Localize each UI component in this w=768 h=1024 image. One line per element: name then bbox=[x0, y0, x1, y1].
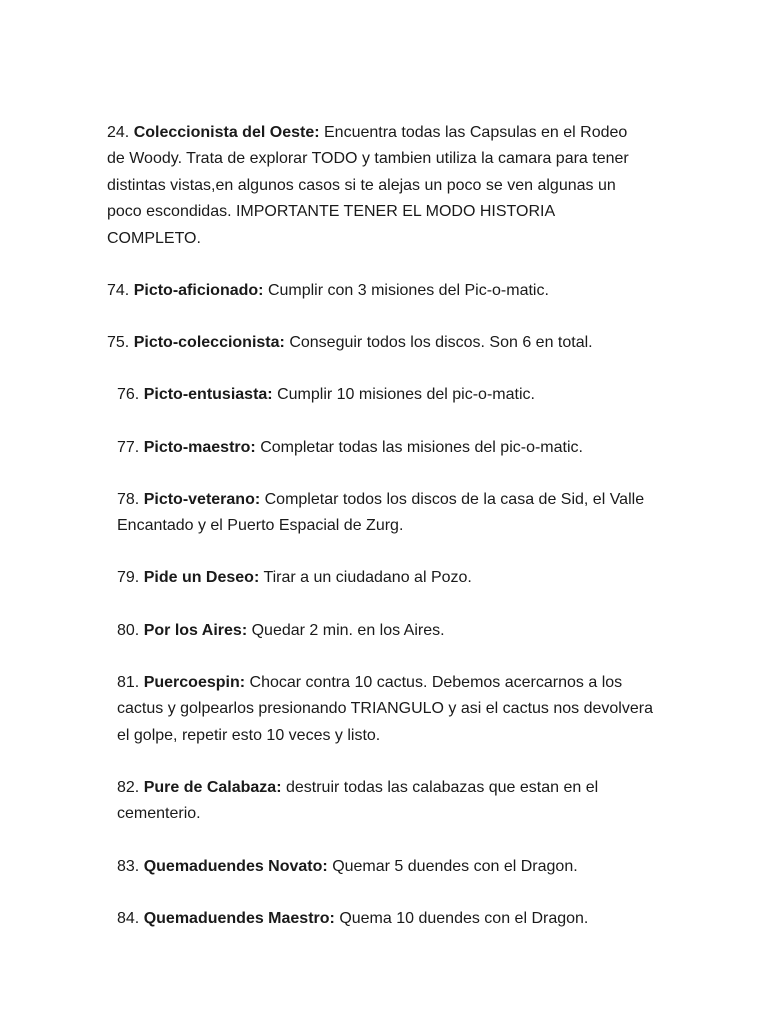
achievement-entry bbox=[107, 330, 667, 356]
entry-description: Quema 10 duendes con el Dragon. bbox=[339, 910, 589, 927]
entry-description: Quedar 2 min. en los Aires. bbox=[251, 622, 445, 639]
achievement-entry bbox=[117, 382, 677, 408]
entry-number: 80. bbox=[117, 622, 140, 639]
entry-number: 79. bbox=[117, 569, 140, 586]
achievement-entry bbox=[117, 487, 647, 540]
entry-title: Puercoespin: bbox=[143, 674, 246, 691]
entry-title: Picto-aficionado: bbox=[133, 282, 264, 299]
achievement-entry bbox=[117, 565, 677, 591]
entry-description: Cumplir con 3 misiones del Pic-o-matic. bbox=[267, 282, 549, 299]
entry-description: destruir todas las calabazas que estan en el cementerio. bbox=[117, 779, 599, 823]
entry-number: 83. bbox=[117, 858, 140, 875]
entry-description: Conseguir todos los discos. Son 6 en total. bbox=[289, 334, 593, 351]
achievement-entry bbox=[117, 618, 677, 644]
entry-description: Quemar 5 duendes con el Dragon. bbox=[332, 858, 578, 875]
entry-description: Encuentra todas las Capsulas en el Rodeo de Woody. Trata de explorar TODO y tambien utiliza la camara para tener distintas vistas,en algunos casos si te alejas un poco se ven algunas un poco escondidas. IMPORTANTE TENER EL MODO HISTORIA COMPLETO. bbox=[107, 124, 629, 247]
entry-number: 75. bbox=[107, 334, 130, 351]
entry-title: Por los Aires: bbox=[143, 622, 248, 639]
entry-title: Picto-entusiasta: bbox=[143, 386, 273, 403]
entry-description: Completar todos los discos de la casa de Sid, el Valle Encantado y el Puerto Espacial de Zurg. bbox=[117, 491, 645, 535]
entry-title: Picto-maestro: bbox=[143, 439, 256, 456]
achievement-entry bbox=[117, 775, 637, 828]
entry-number: 81. bbox=[117, 674, 140, 691]
entry-description: Cumplir 10 misiones del pic-o-matic. bbox=[277, 386, 535, 403]
entry-title: Picto-coleccionista: bbox=[133, 334, 285, 351]
entry-number: 77. bbox=[117, 439, 140, 456]
entry-description: Tirar a un ciudadano al Pozo. bbox=[263, 569, 472, 586]
entry-title: Picto-veterano: bbox=[143, 491, 261, 508]
entry-title: Pure de Calabaza: bbox=[143, 779, 282, 796]
entry-number: 84. bbox=[117, 910, 140, 927]
achievement-entry bbox=[107, 278, 667, 304]
entry-number: 78. bbox=[117, 491, 140, 508]
entry-number: 76. bbox=[117, 386, 140, 403]
entry-number: 24. bbox=[107, 124, 130, 141]
achievement-entry bbox=[117, 854, 677, 880]
entry-title: Coleccionista del Oeste: bbox=[133, 124, 320, 141]
entry-title: Quemaduendes Maestro: bbox=[143, 910, 335, 927]
achievement-entry bbox=[117, 906, 677, 932]
entry-description: Chocar contra 10 cactus. Debemos acercarnos a los cactus y golpearlos presionando TRIANGULO y asi el cactus nos devolvera el golpe, repetir esto 10 veces y listo. bbox=[117, 674, 653, 744]
achievement-entry bbox=[117, 435, 677, 461]
entry-title: Pide un Deseo: bbox=[143, 569, 260, 586]
entry-title: Quemaduendes Novato: bbox=[143, 858, 328, 875]
achievement-entry bbox=[107, 120, 647, 252]
entry-number: 74. bbox=[107, 282, 130, 299]
entry-description: Completar todas las misiones del pic-o-matic. bbox=[260, 439, 583, 456]
achievement-entry bbox=[117, 670, 657, 749]
entry-number: 82. bbox=[117, 779, 140, 796]
